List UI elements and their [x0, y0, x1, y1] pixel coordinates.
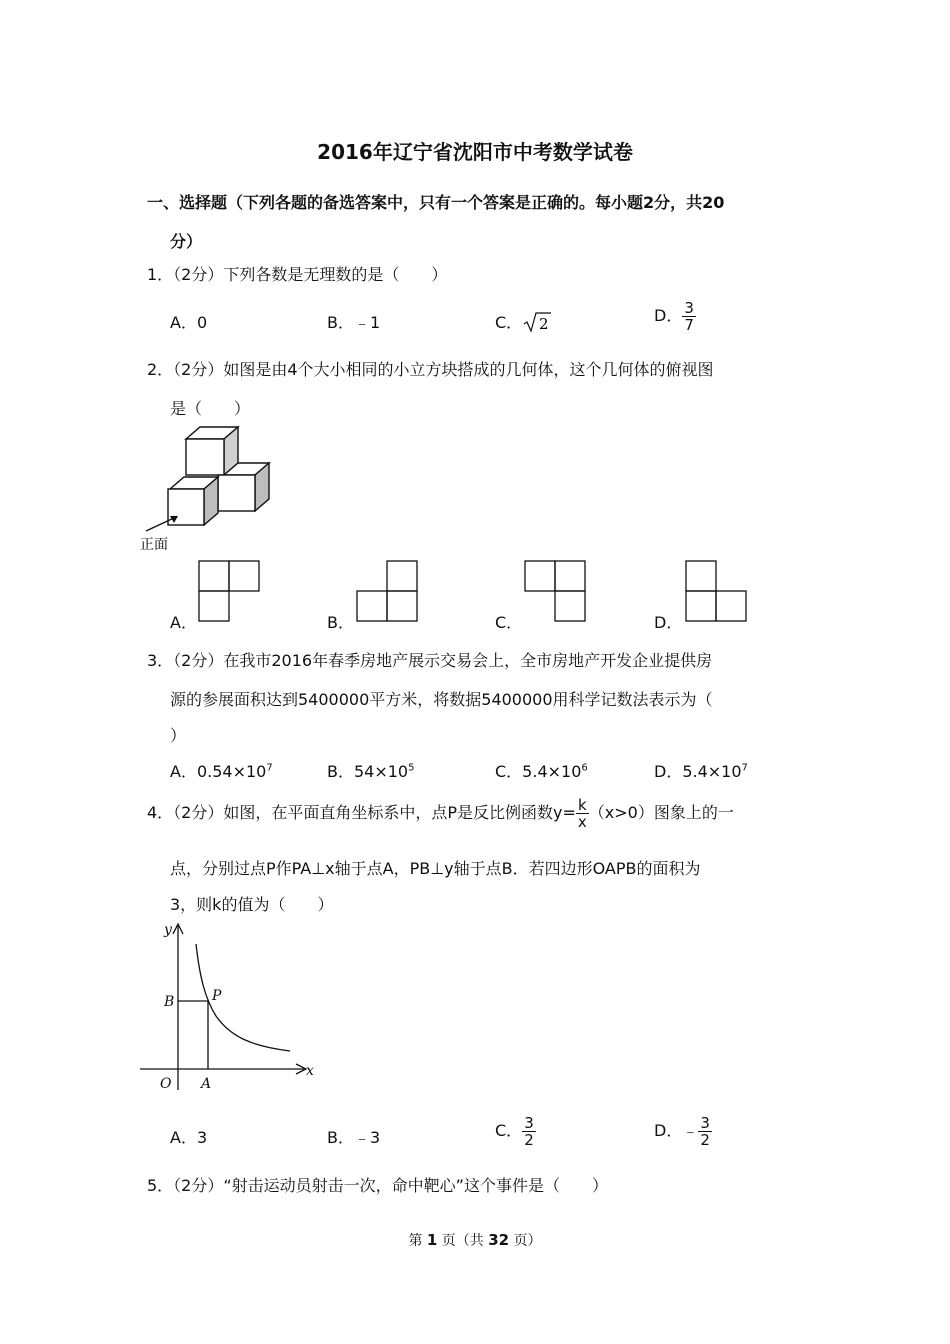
point-a-label: A: [201, 1076, 212, 1092]
q2-option-b-figure: [355, 560, 419, 622]
q4-option-d: D．﹣ $\frac{3}{2}$: [654, 1114, 710, 1149]
page-number: 1: [426, 1231, 438, 1249]
q4-coordinate-graph: [138, 920, 323, 1095]
question-5-stem: 5．（2分）“射击运动员射击一次，命中靶心”这个事件是（ ）: [147, 1176, 608, 1195]
q2-option-c: C．: [495, 613, 523, 632]
q2-cube-figure: [138, 425, 273, 555]
q1-option-d: [654, 300, 696, 333]
page-title: 2016年辽宁省沈阳市中考数学试卷: [317, 140, 633, 164]
q3-option-d: D．$5.4\times 10^7$: [654, 762, 748, 781]
point-p-label: P: [212, 988, 222, 1004]
q4-k-over-x-fraction: $\frac{k}{x}$: [577, 796, 587, 831]
q2-option-c-figure: [523, 560, 587, 622]
q2-option-d-figure: [684, 560, 748, 622]
question-2-stem: 2．（2分）如图是由4个大小相同的小立方块搭成的几何体，这个几何体的俯视图: [147, 360, 714, 379]
point-b-label: B: [164, 994, 175, 1010]
q4-option-a: A．3: [170, 1128, 208, 1147]
q4-option-c: C． $\frac{3}{2}$: [495, 1114, 534, 1149]
question-3-stem-end: ）: [170, 726, 187, 745]
q4-c-fraction: $\frac{3}{2}$: [524, 1114, 534, 1149]
q2-option-a: A．: [170, 613, 197, 632]
origin-label: O: [160, 1076, 172, 1092]
q1-radicand: 2: [539, 314, 549, 333]
q1-option-a: A．0: [170, 313, 208, 332]
q3-option-a: A．$0.54\times 10^7$: [170, 762, 273, 781]
q4-option-b: B．﹣3: [327, 1128, 381, 1147]
question-3-stem: 3．（2分）在我市2016年春季房地产展示交易会上，全市房地产开发企业提供房: [147, 651, 713, 670]
q2-option-a-figure: [197, 560, 261, 622]
sqrt-symbol: [522, 311, 552, 337]
total-pages: 32: [488, 1231, 510, 1249]
section-heading-cont: 分）: [170, 232, 203, 251]
question-4-stem: 4．（2分）如图，在平面直角坐标系中，点P是反比例函数y= $\frac{k}{x}$ （x>0）图象上的一: [147, 796, 734, 831]
q4-d-fraction: $\frac{3}{2}$: [700, 1114, 710, 1149]
q1-option-d-label: D．: [654, 306, 683, 325]
question-4-stem-cont: 点，分别过点P作PA⊥x轴于点A，PB⊥y轴于点B．若四边形OAPB的面积为: [170, 859, 701, 878]
question-3-stem-cont: 源的参展面积达到5400000平方米，将数据5400000用科学记数法表示为（: [170, 690, 713, 709]
q1-option-c-label: C．: [495, 313, 523, 332]
q2-option-b: B．: [327, 613, 354, 632]
x-axis-label: x: [306, 1063, 314, 1079]
q3-option-c: C．$5.4\times 10^6$: [495, 762, 588, 781]
question-4-stem-end: 3，则k的值为（ ）: [170, 895, 334, 914]
section-heading: 一、选择题（下列各题的备选答案中，只有一个答案是正确的。每小题2分，共20: [147, 193, 725, 212]
page-footer: 第 1 页（共 32 页）: [408, 1231, 542, 1249]
q1-d-fraction: $\frac{3}{7}$: [684, 299, 694, 334]
hyperbola-curve: [196, 944, 290, 1051]
q2-option-d: D．: [654, 613, 683, 632]
q3-option-b: B．$54\times 10^5$: [327, 762, 415, 781]
question-2-stem-cont: 是（ ）: [170, 399, 251, 418]
question-1-stem: 1．（2分）下列各数是无理数的是（ ）: [147, 265, 448, 284]
front-view-label: 正面: [140, 537, 168, 553]
q1-option-c: [495, 310, 552, 337]
y-axis-label: y: [164, 922, 172, 938]
q1-option-b: B．﹣1: [327, 313, 381, 332]
